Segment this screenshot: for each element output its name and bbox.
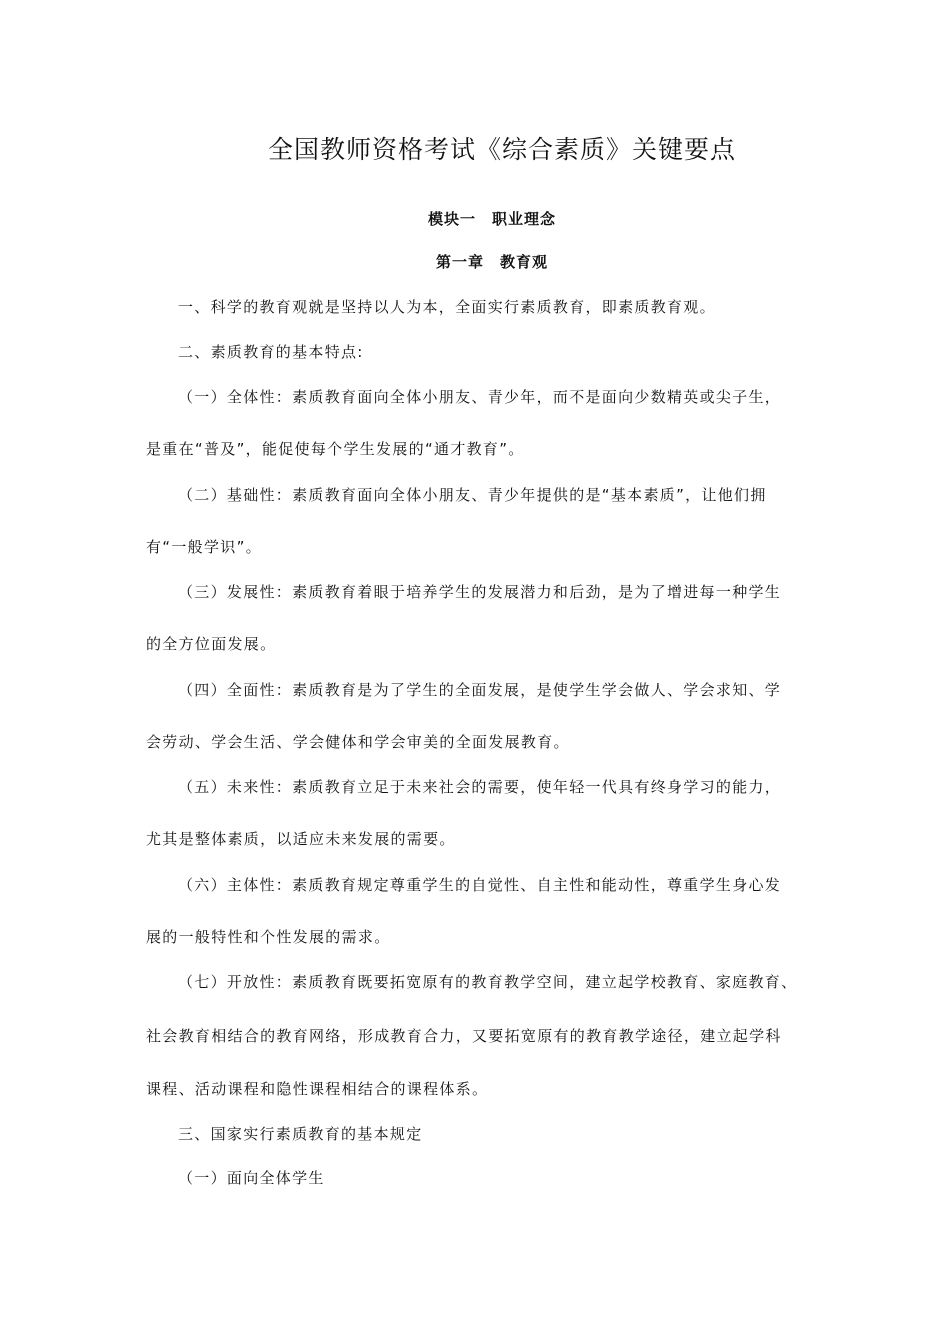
document-title: 全国教师资格考试《综合素质》关键要点 xyxy=(267,135,736,164)
module-heading: 模块一 职业理念 xyxy=(427,210,556,228)
paragraph-line: （六）主体性：素质教育规定尊重学生的自觉性、自主性和能动性，尊重学生身心发 xyxy=(178,876,782,894)
paragraph-line: 是重在“普及”，能促使每个学生发展的“通才教育”。 xyxy=(146,440,525,458)
paragraph-line: 三、国家实行素质教育的基本规定 xyxy=(178,1125,423,1143)
paragraph-line: （三）发展性：素质教育着眼于培养学生的发展潜力和后劲，是为了增进每一种学生 xyxy=(178,583,782,601)
chapter-heading: 第一章 教育观 xyxy=(435,253,548,271)
paragraph-line: 的全方位面发展。 xyxy=(146,635,277,653)
paragraph-line: 展的一般特性和个性发展的需求。 xyxy=(146,928,391,946)
paragraph-line: 一、科学的教育观就是坚持以人为本，全面实行素质教育，即素质教育观。 xyxy=(178,298,716,316)
paragraph-line: 有“一般学识”。 xyxy=(146,538,262,556)
paragraph-line: 尤其是整体素质，以适应未来发展的需要。 xyxy=(146,830,456,848)
paragraph-line: 社会教育相结合的教育网络，形成教育合力，又要拓宽原有的教育教学途径，建立起学科 xyxy=(146,1027,782,1045)
paragraph-line: （七）开放性：素质教育既要拓宽原有的教育教学空间，建立起学校教育、家庭教育、 xyxy=(178,973,798,991)
paragraph-line: （四）全面性：素质教育是为了学生的全面发展，是使学生学会做人、学会求知、学 xyxy=(178,681,782,699)
paragraph-line: 会劳动、学会生活、学会健体和学会审美的全面发展教育。 xyxy=(146,733,570,751)
paragraph-line: 课程、活动课程和隐性课程相结合的课程体系。 xyxy=(146,1080,489,1098)
paragraph-line: （二）基础性：素质教育面向全体小朋友、青少年提供的是“基本素质”，让他们拥 xyxy=(178,486,767,504)
paragraph-line: （五）未来性：素质教育立足于未来社会的需要，使年轻一代具有终身学习的能力， xyxy=(178,778,782,796)
paragraph-line: （一）面向全体学生 xyxy=(178,1169,325,1187)
paragraph-line: （一）全体性：素质教育面向全体小朋友、青少年，而不是面向少数精英或尖子生， xyxy=(178,388,782,406)
paragraph-line: 二、素质教育的基本特点: xyxy=(178,343,364,361)
